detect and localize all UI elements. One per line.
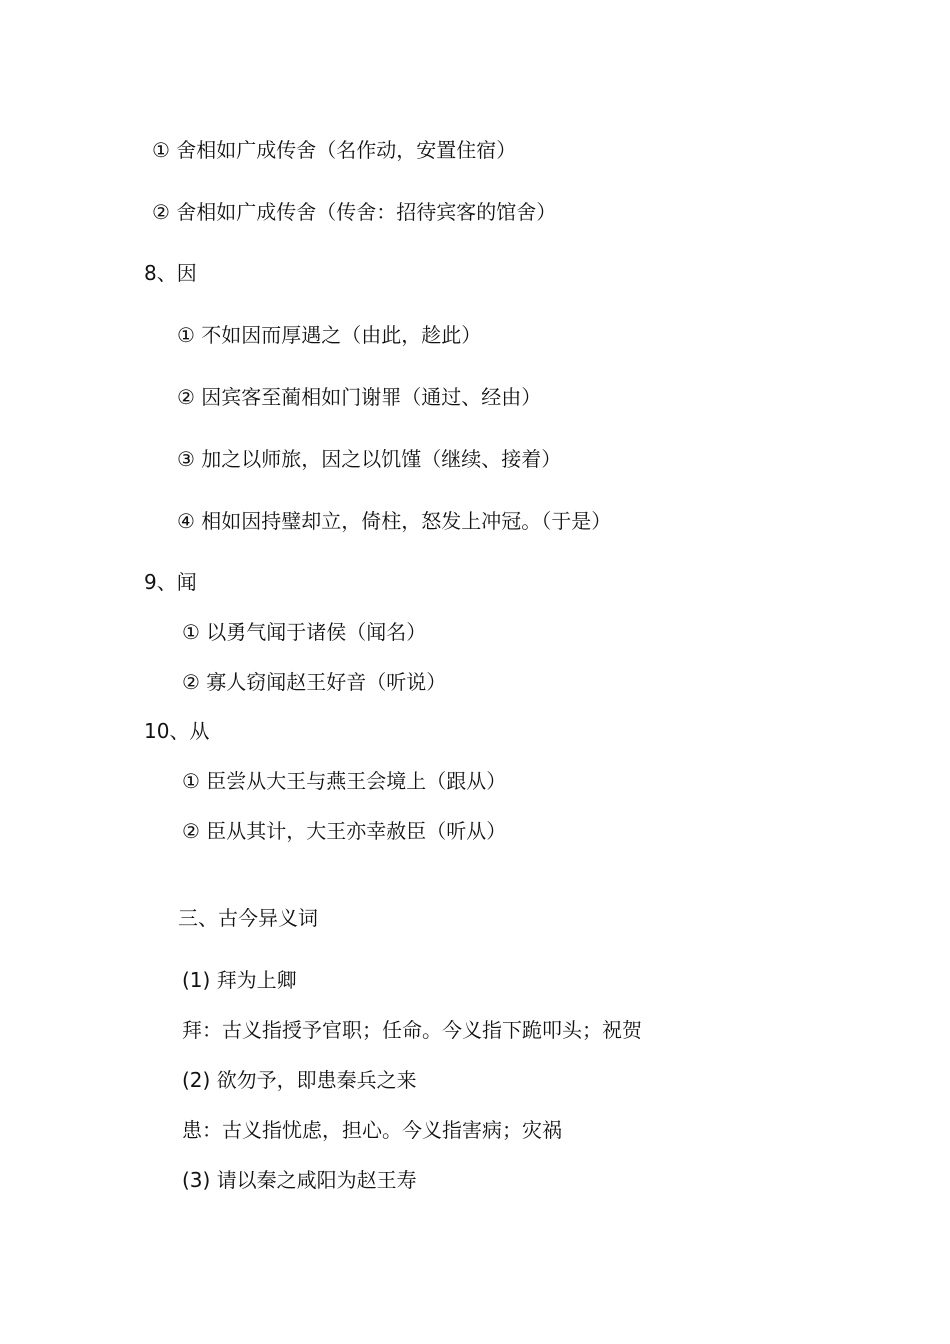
text-line: ② 因宾客至蔺相如门谢罪（通过、经由） — [177, 385, 542, 409]
text-line: (1) 拜为上卿 — [182, 968, 297, 992]
text-line: ① 臣尝从大王与燕王会境上（跟从） — [182, 769, 507, 793]
section-heading: 10、从 — [144, 719, 210, 743]
text-line: ① 以勇气闻于诸侯（闻名） — [182, 620, 427, 644]
chapter-heading: 三、古今异义词 — [178, 906, 318, 930]
text-line: ① 舍相如广成传舍（名作动，安置住宿） — [152, 138, 517, 162]
text-line: ② 舍相如广成传舍（传舍：招待宾客的馆舍） — [152, 200, 557, 224]
text-line: (2) 欲勿予，即患秦兵之来 — [182, 1068, 417, 1092]
text-line: ③ 加之以师旅，因之以饥馑（继续、接着） — [177, 447, 562, 471]
text-line: ① 不如因而厚遇之（由此，趁此） — [177, 323, 482, 347]
text-line: 患：古义指忧虑，担心。今义指害病；灾祸 — [182, 1118, 562, 1142]
text-line: ④ 相如因持璧却立，倚柱，怒发上冲冠。（于是） — [177, 509, 612, 533]
section-heading: 9、闻 — [144, 570, 197, 594]
text-line: 拜：古义指授予官职；任命。今义指下跪叩头；祝贺 — [182, 1018, 642, 1042]
section-heading: 8、因 — [144, 261, 197, 285]
text-line: ② 寡人窃闻赵王好音（听说） — [182, 670, 447, 694]
text-line: (3) 请以秦之咸阳为赵王寿 — [182, 1168, 417, 1192]
text-line: ② 臣从其计，大王亦幸赦臣（听从） — [182, 819, 507, 843]
